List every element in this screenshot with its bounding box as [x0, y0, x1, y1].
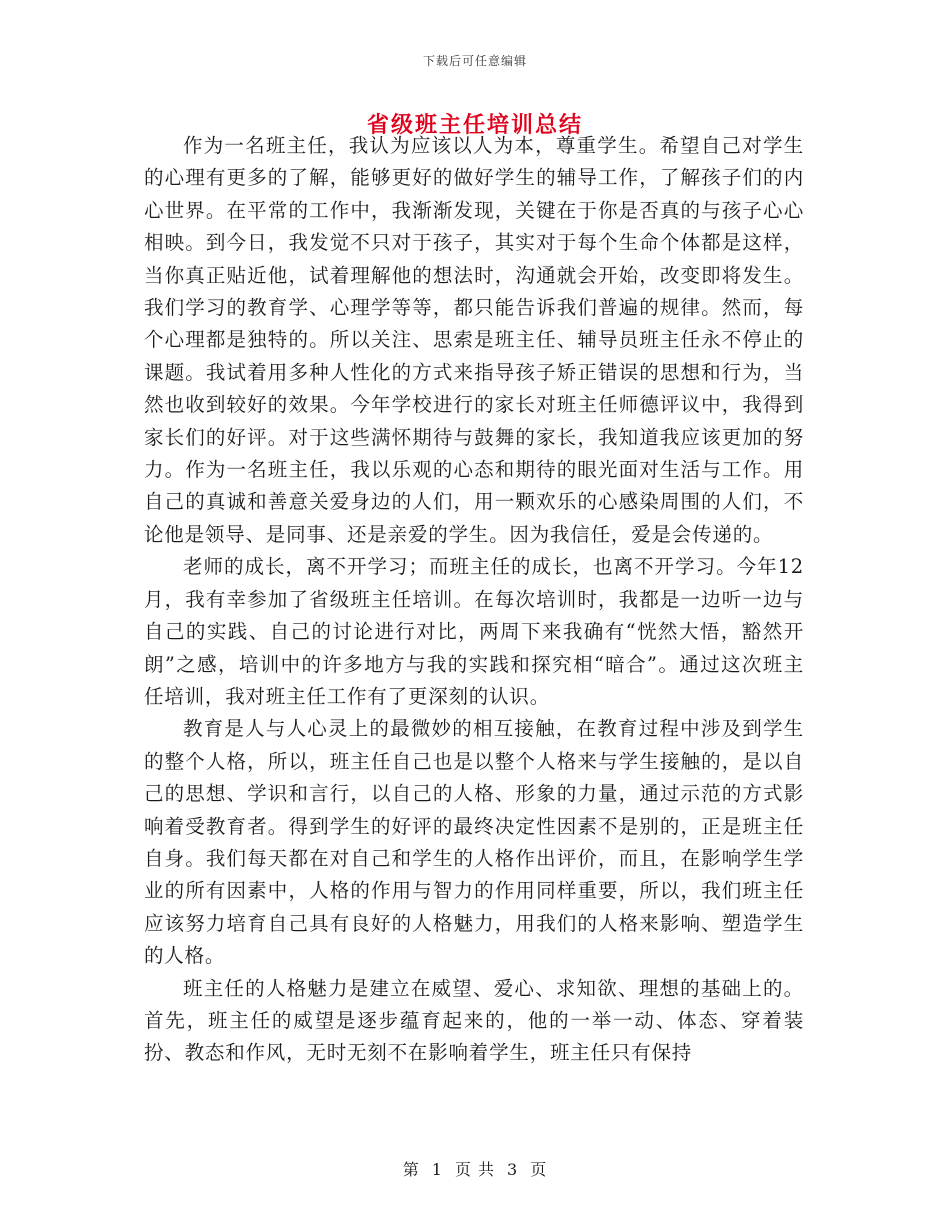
paragraph-1: 作为一名班主任，我认为应该以人为本，尊重学生。希望自己对学生的心理有更多的了解，能够更好的做好学生的辅导工作，了解孩子们的内心世界。在平常的工作中，我渐渐发现，关键在于你是否真的与孩子心心相映。到今日，我发觉不只对于孩子，其实对于每个生命个体都是这样，当你真正贴近他，试着理解他的想法时，沟通就会开始，改变即将发生。我们学习的教育学、心理学等等，都只能告诉我们普遍的规律。然而，每个心理都是独特的。所以关注、思索是班主任、辅导员班主任永不停止的课题。我试着用多种人性化的方式来指导孩子矫正错误的思想和行为，当然也收到较好的效果。今年学校进行的家长对班主任师德评议中，我得到家长们的好评。对于这些满怀期待与鼓舞的家长，我知道我应该更加的努力。作为一名班主任，我以乐观的心态和期待的眼光面对生活与工作。用自己的真诚和善意关爱身边的人们，用一颗欢乐的心感染周围的人们，不论他是领导、是同事、还是亲爱的学生。因为我信任，爱是会传递的。	[144, 134, 804, 546]
page-current: 1	[431, 1160, 443, 1179]
page-label-suffix: 页	[530, 1160, 548, 1179]
paragraph-4: 班主任的人格魅力是建立在威望、爱心、求知欲、理想的基础上的。首先，班主任的威望是逐步蕴育起来的，他的一举一动、体态、穿着装扮、教态和作风，无时无刻不在影响着学生，班主任只有保持	[144, 976, 804, 1065]
page-number-footer	[0, 1157, 950, 1180]
page-label-middle: 页 共	[454, 1160, 496, 1179]
paragraph-3: 教育是人与人心灵上的最微妙的相互接触，在教育过程中涉及到学生的整个人格，所以，班主任自己也是以整个人格来与学生接触的，是以自己的思想、学识和言行，以自己的人格、形象的力量，通过示范的方式影响着受教育者。得到学生的好评的最终决定性因素不是别的，正是班主任自身。我们每天都在对自己和学生的人格作出评价，而且，在影响学生学业的所有因素中，人格的作用与智力的作用同样重要，所以，我们班主任应该努力培育自己具有良好的人格魅力，用我们的人格来影响、塑造学生的人格。	[144, 717, 804, 968]
page-total: 3	[507, 1160, 519, 1179]
page-label-prefix: 第	[402, 1160, 420, 1179]
header-note: 下载后可任意编辑	[422, 54, 527, 68]
document-body	[144, 130, 804, 1070]
paragraph-2: 老师的成长，离不开学习；而班主任的成长，也离不开学习。今年12月，我有幸参加了省级班主任培训。在每次培训时，我都是一边听一边与自己的实践、自己的讨论进行对比，两周下来我确有“恍然大悟，豁然开朗”之感，培训中的许多地方与我的实践和探究相“暗合”。通过这次班主任培训，我对班主任工作有了更深刻的认识。	[144, 555, 804, 708]
document-title: 省级班主任培训总结	[366, 112, 583, 138]
